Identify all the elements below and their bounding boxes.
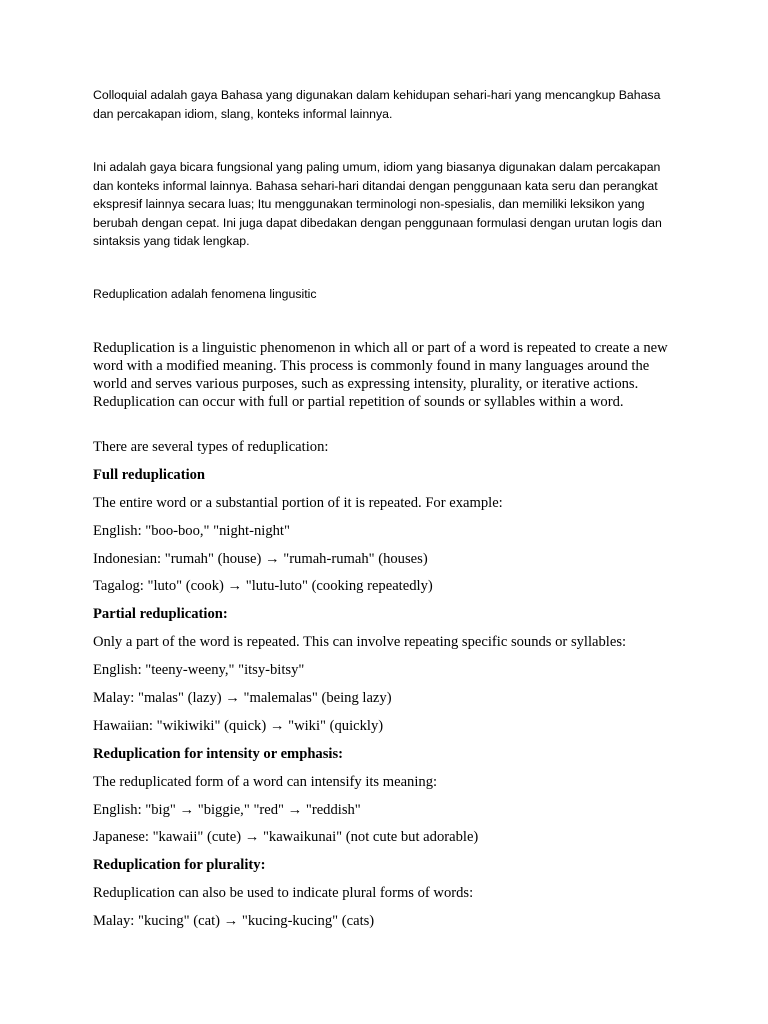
reduplication-definition-paragraph: Reduplication is a linguistic phenomenon in which all or part of a word is repeated to create a new word with a modified meaning. This process is commonly found in many languages around the world and serves various purposes, such as expressing intensity, plurality, or iterative actions. Reduplication can occur with full or partial repetition of sounds or syllables within a word. xyxy=(93,340,668,410)
example-line: Malay: "malas" (lazy) → "malemalas" (being lazy) xyxy=(93,690,392,707)
section-heading: Full reduplication xyxy=(93,466,206,483)
example-line: Tagalog: "luto" (cook) → "lutu-luto" (cooking repeatedly) xyxy=(93,578,433,595)
types-intro: There are several types of reduplication: xyxy=(93,439,329,455)
section-heading: Reduplication for plurality: xyxy=(93,857,266,874)
example-line: English: "teeny-weeny," "itsy-bitsy" xyxy=(93,662,305,679)
functional-style-paragraph: Ini adalah gaya bicara fungsional yang paling umum, idiom yang biasanya digunakan dalam percakapan dan konteks informal lainnya. Bahasa sehari-hari ditandai dengan penggunaan kata seru dan perangkat ekspresif lainnya secara luas; Itu menggunakan terminologi non-spesialis, dan memiliki leksikon yang berubah dengan cepat. Ini juga dapat dibedakan dengan penggunaan formulasi dengan urutan logis dan sintaksis yang tidak lengkap. xyxy=(93,160,662,248)
example-line: Hawaiian: "wikiwiki" (quick) → "wiki" (quickly) xyxy=(93,717,384,734)
colloquial-paragraph: Colloquial adalah gaya Bahasa yang digunakan dalam kehidupan sehari-hari yang mencangkup Bahasa dan percakapan idiom, slang, konteks informal lainnya. xyxy=(93,88,661,121)
section-description: The reduplicated form of a word can intensify its meaning: xyxy=(93,773,438,790)
section-heading: Partial reduplication: xyxy=(93,606,228,623)
example-line: Indonesian: "rumah" (house) → "rumah-rumah" (houses) xyxy=(93,550,428,567)
section-description: Only a part of the word is repeated. This can involve repeating specific sounds or syllables: xyxy=(93,634,627,651)
section-heading: Reduplication for intensity or emphasis: xyxy=(93,745,344,762)
section-description: The entire word or a substantial portion of it is repeated. For example: xyxy=(93,494,503,511)
example-line: Malay: "kucing" (cat) → "kucing-kucing" (cats) xyxy=(93,913,375,930)
reduplication-id-line: Reduplication adalah fenomena lingusitic xyxy=(93,287,317,301)
example-line: English: "big" → "biggie," "red" → "reddish" xyxy=(93,801,361,818)
example-line: English: "boo-boo," "night-night" xyxy=(93,522,290,539)
reduplication-types-section xyxy=(93,438,683,940)
section-description: Reduplication can also be used to indicate plural forms of words: xyxy=(93,885,474,902)
example-line: Japanese: "kawaii" (cute) → "kawaikunai" (not cute but adorable) xyxy=(93,829,479,846)
